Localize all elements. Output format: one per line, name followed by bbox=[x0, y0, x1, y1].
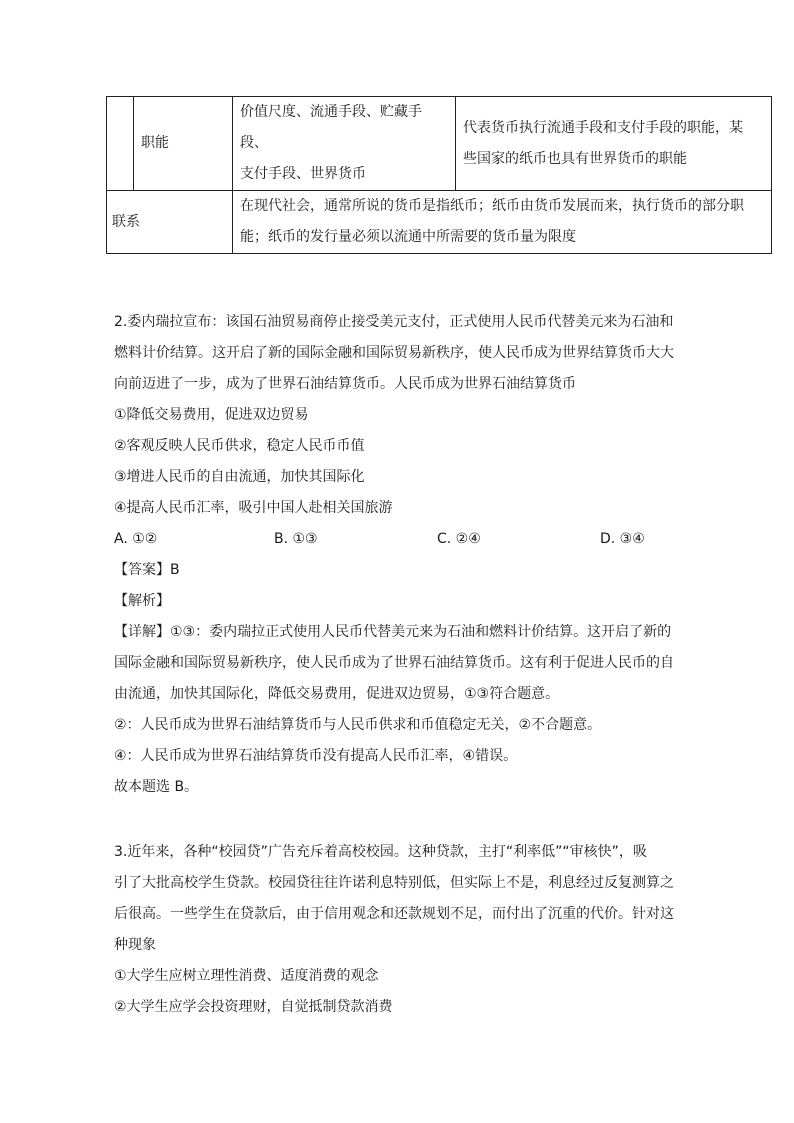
statement-1: ①降低交易费用，促进双边贸易 bbox=[114, 407, 309, 423]
money-functions-cell bbox=[233, 97, 456, 191]
question-stem-line: 向前迈进了一步，成为了世界石油结算货币。人民币成为世界石油结算货币 bbox=[114, 376, 576, 392]
statement-3: ③增进人民币的自由流通，加快其国际化 bbox=[114, 469, 365, 485]
question-stem-line: 燃料计价结算。这开启了新的国际金融和国际贸易新秩序，使人民币成为世界结算货币大大 bbox=[114, 345, 674, 361]
cell-line: 在现代社会，通常所说的货币是指纸币；纸币由货币发展而来，执行货币的部分职 bbox=[240, 198, 744, 214]
cell-line: 能；纸币的发行量必须以流通中所需要的货币量为限度 bbox=[240, 229, 576, 245]
cell-line: 价值尺度、流通手段、贮藏手段、 bbox=[240, 104, 422, 151]
analysis-line: ②：人民币成为世界石油结算货币与人民币供求和币值稳定无关，②不合题意。 bbox=[114, 717, 602, 733]
banknote-functions-cell bbox=[456, 97, 772, 191]
question-stem-line: 种现象 bbox=[114, 937, 156, 953]
analysis-conclusion: 故本题选 B。 bbox=[114, 779, 199, 795]
question-stem-line: 引了大批高校学生贷款。校园贷往往许诺利息特别低，但实际上不是，利息经过反复测算之 bbox=[114, 875, 674, 891]
analysis-line: ④：人民币成为世界石油结算货币没有提高人民币汇率，④错误。 bbox=[114, 748, 518, 764]
option-b: B. ①③ bbox=[274, 531, 318, 547]
question-stem-line: 后很高。一些学生在贷款后，由于信用观念和还款规划不足，而付出了沉重的代价。针对这 bbox=[114, 906, 674, 922]
statement-4: ④提高人民币汇率，吸引中国人赴相关国旅游 bbox=[114, 500, 393, 516]
statement-2: ②大学生应学会投资理财，自觉抵制贷款消费 bbox=[114, 999, 393, 1015]
relation-label: 联系 bbox=[107, 191, 233, 254]
cell-line: 些国家的纸币也具有世界货币的职能 bbox=[463, 150, 687, 167]
cell-line: 代表货币执行流通手段和支付手段的职能，某 bbox=[463, 119, 743, 136]
option-c: C. ②④ bbox=[437, 531, 481, 547]
analysis-line: 【详解】①③：委内瑞拉正式使用人民币代替美元来为石油和燃料计价结算。这开启了新的 bbox=[114, 624, 672, 640]
table-row-function bbox=[107, 97, 772, 191]
analysis-line: 国际金融和国际贸易新秩序，使人民币成为了世界石油结算货币。这有利于促进人民币的自 bbox=[114, 655, 674, 671]
answer-line: 【答案】B bbox=[114, 562, 180, 578]
function-label: 职能 bbox=[134, 97, 233, 191]
cell-line: 支付手段、世界货币 bbox=[240, 166, 366, 182]
relation-text-cell bbox=[233, 191, 772, 254]
table-cell-blank bbox=[107, 97, 134, 191]
analysis-heading: 【解析】 bbox=[114, 593, 170, 609]
table-row-relation bbox=[107, 191, 772, 254]
statement-2: ②客观反映人民币供求，稳定人民币币值 bbox=[114, 438, 365, 454]
comparison-table bbox=[106, 96, 772, 254]
question-stem-line: 3.近年来，各种“校园贷”广告充斥着高校校园。这种贷款，主打“利率低”“审核快”，吸 bbox=[114, 844, 647, 860]
question-3 bbox=[114, 837, 674, 1023]
option-d: D. ③④ bbox=[600, 531, 645, 547]
question-2 bbox=[114, 307, 674, 803]
question-stem-line: 2.委内瑞拉宣布：该国石油贸易商停止接受美元支付，正式使用人民币代替美元来为石油和 bbox=[114, 314, 674, 330]
answer-options bbox=[114, 524, 674, 555]
analysis-line: 由流通，加快其国际化，降低交易费用，促进双边贸易，①③符合题意。 bbox=[114, 686, 560, 702]
option-a: A. ①② bbox=[114, 531, 158, 547]
statement-1: ①大学生应树立理性消费、适度消费的观念 bbox=[114, 968, 379, 984]
